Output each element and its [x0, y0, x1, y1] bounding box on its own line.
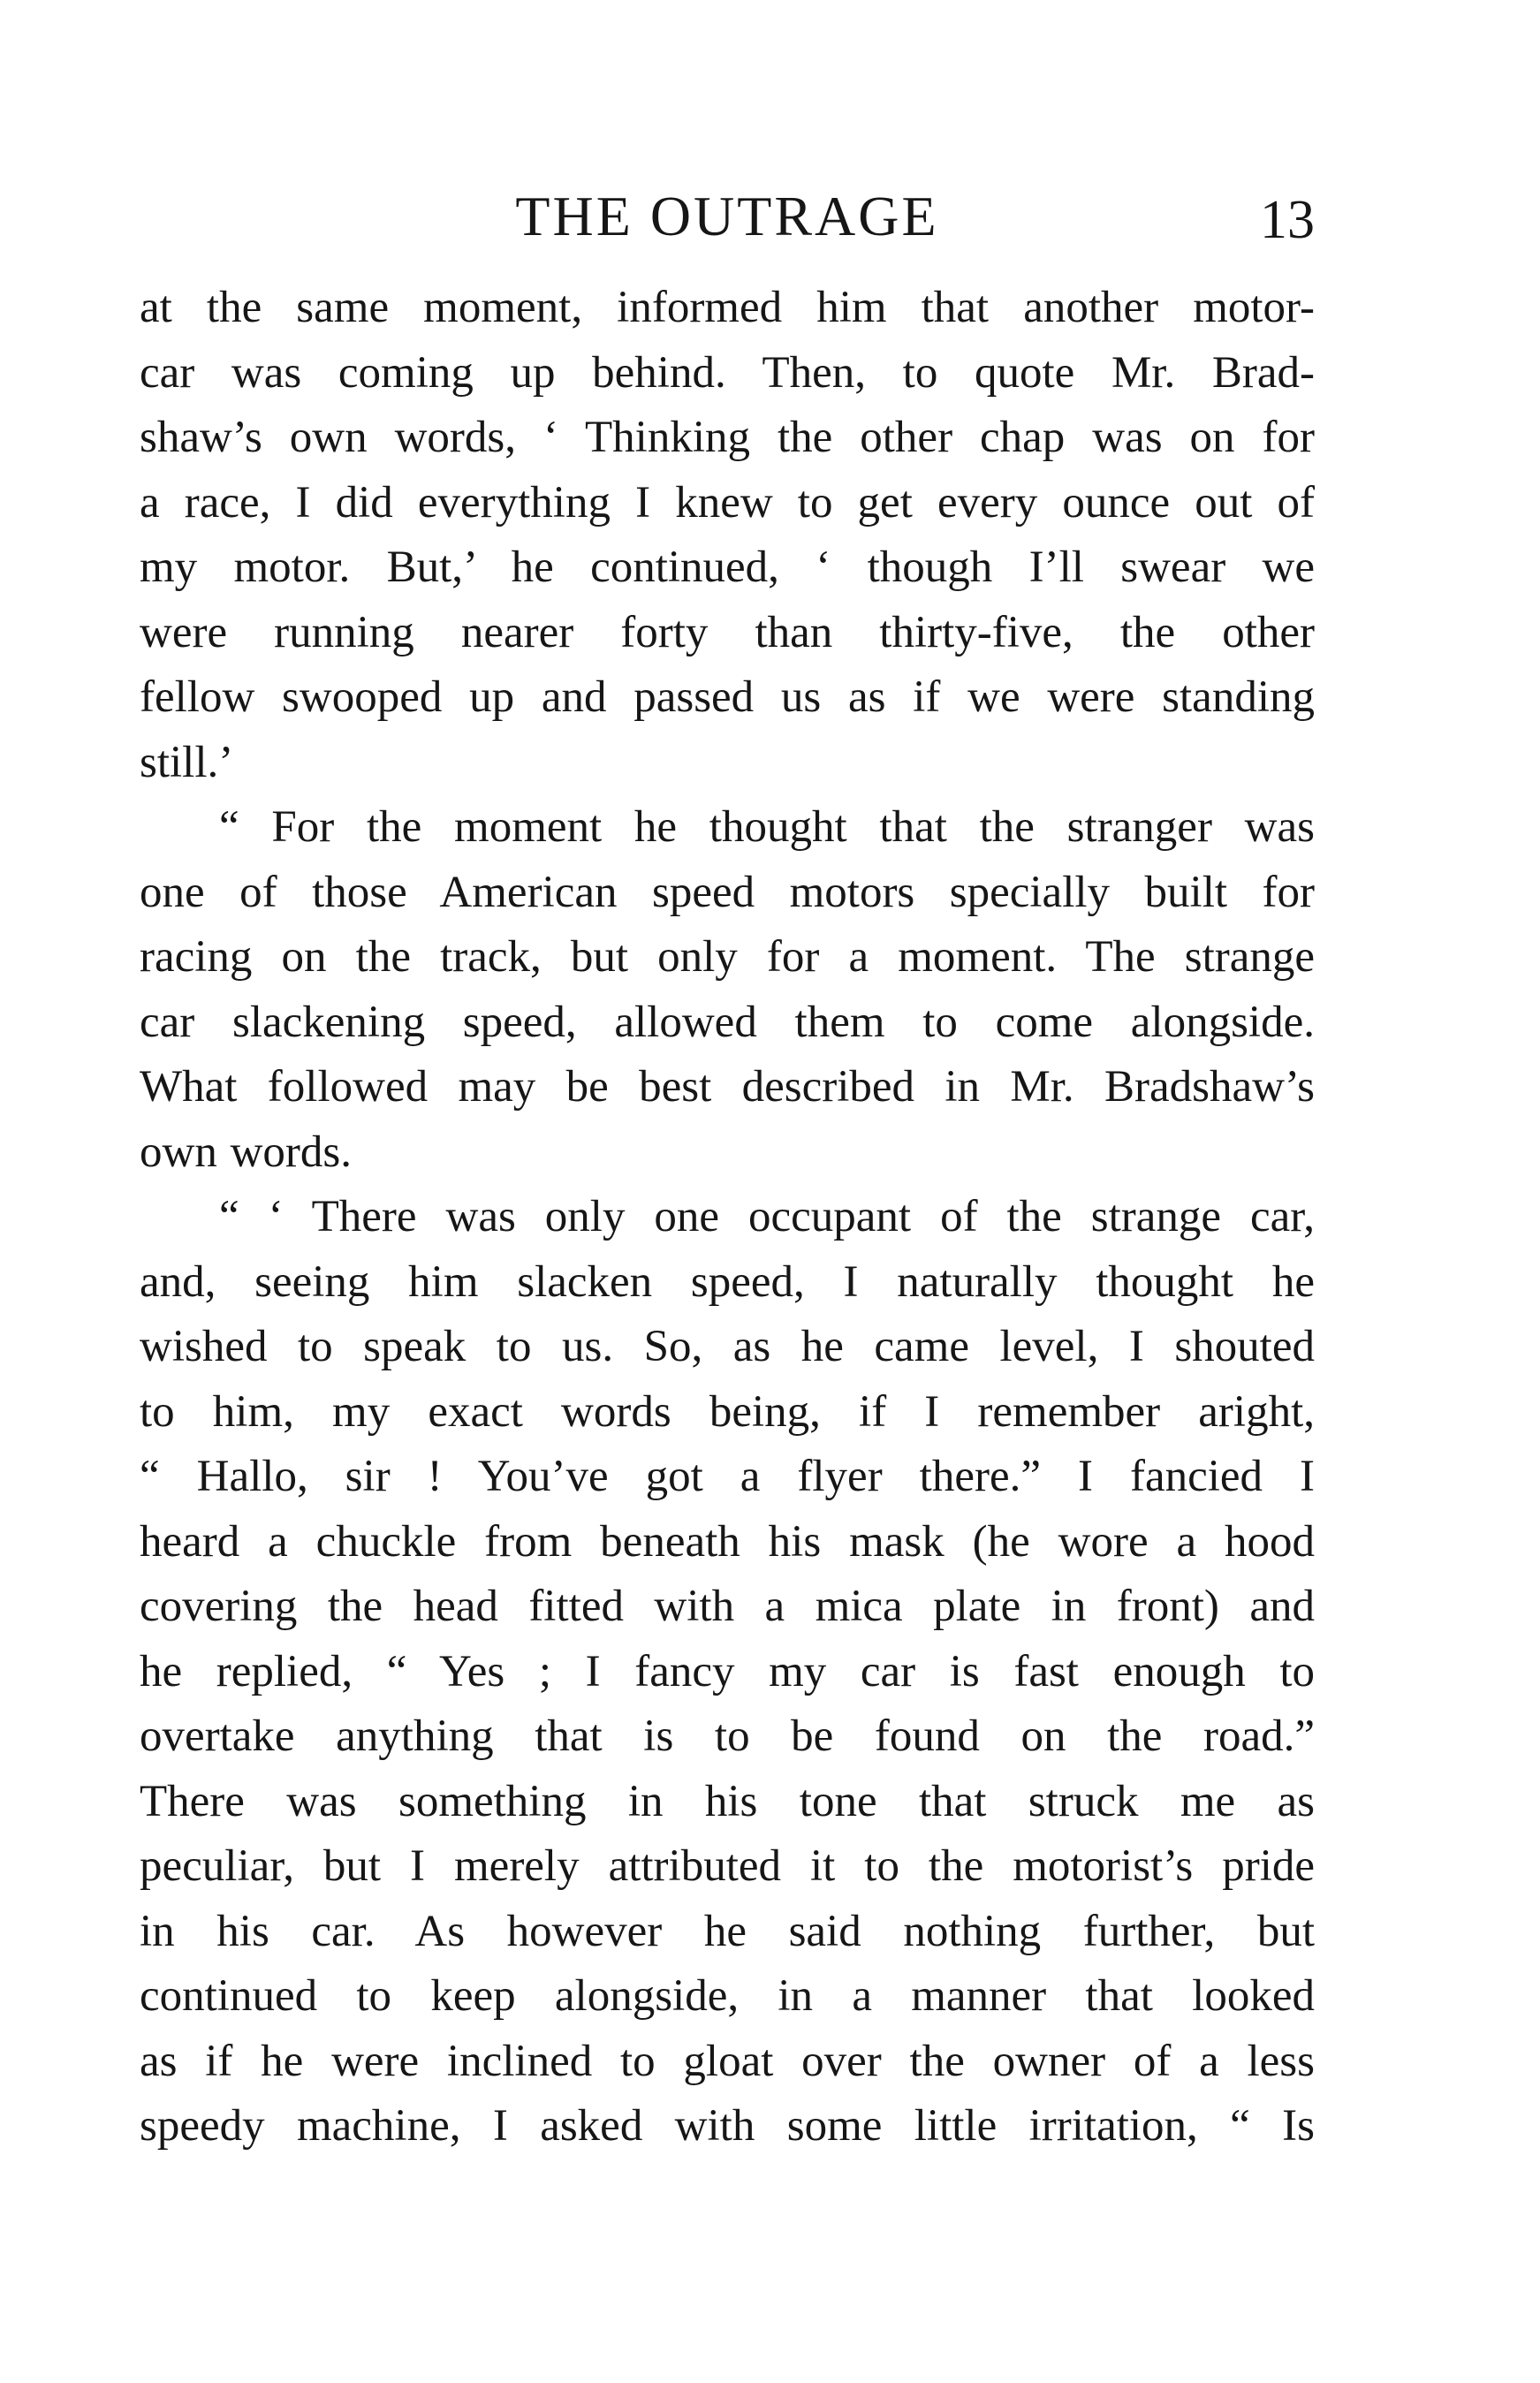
- text-line: shaw’s own words, ‘ Thinking the other chap was on for: [140, 413, 1315, 462]
- chapter-title: THE OUTRAGE: [515, 185, 939, 247]
- text-line: one of those American speed motors specially built for: [140, 867, 1315, 917]
- text-line: overtake anything that is to be found on the road.”: [140, 1711, 1315, 1761]
- text-line: fellow swooped up and passed us as if we were standing: [140, 672, 1315, 722]
- text-line: and, seeing him slacken speed, I naturally thought he: [140, 1256, 1315, 1307]
- text-line: car was coming up behind. Then, to quote Mr. Brad-: [140, 347, 1315, 398]
- text-line: continued to keep alongside, in a manner that looked: [140, 1971, 1315, 2021]
- text-line: “ Hallo, sir ! You’ve got a flyer there.” I fancied I: [140, 1452, 1315, 1501]
- text-line: “ ‘ There was only one occupant of the strange car,: [219, 1192, 1315, 1241]
- running-head: [140, 177, 1315, 256]
- text-line: covering the head fitted with a mica plate in front) and: [140, 1582, 1315, 1631]
- text-line: still.’: [140, 737, 234, 787]
- text-line: There was something in his tone that struck me as: [140, 1776, 1315, 1826]
- text-line: racing on the track, but only for a moment. The strange: [140, 932, 1315, 982]
- paragraph-2: [140, 795, 1315, 1185]
- text-line: my motor. But,’ he continued, ‘ though I’ll swear we: [140, 543, 1315, 592]
- text-line: a race, I did everything I knew to get every ounce out of: [140, 477, 1315, 527]
- text-line: own words.: [140, 1127, 352, 1177]
- text-line: peculiar, but I merely attributed it to the motorist’s pride: [140, 1841, 1315, 1891]
- text-line: he replied, “ Yes ; I fancy my car is fast enough to: [140, 1646, 1315, 1696]
- text-line: as if he were inclined to gloat over the owner of a less: [140, 2036, 1315, 2086]
- text-line: to him, my exact words being, if I remember aright,: [140, 1386, 1315, 1437]
- text-line: “ For the moment he thought that the stranger was: [219, 802, 1315, 852]
- text-line: in his car. As however he said nothing further, but: [140, 1906, 1315, 1956]
- text-line: What followed may be best described in Mr. Bradshaw’s: [140, 1062, 1315, 1112]
- text-line: at the same moment, informed him that another motor-: [140, 283, 1315, 332]
- text-line: heard a chuckle from beneath his mask (he wore a hood: [140, 1516, 1315, 1567]
- paragraph-1: [140, 276, 1315, 795]
- body-text: [140, 276, 1315, 2159]
- page-number: 13: [1260, 190, 1315, 250]
- text-line: were running nearer forty than thirty-five, the other: [140, 607, 1315, 657]
- paragraph-3: [140, 1185, 1315, 2159]
- text-line: car slackening speed, allowed them to come alongside.: [140, 997, 1315, 1047]
- text-line: wished to speak to us. So, as he came level, I shouted: [140, 1322, 1315, 1371]
- text-line: speedy machine, I asked with some little irritation, “ Is: [140, 2101, 1315, 2151]
